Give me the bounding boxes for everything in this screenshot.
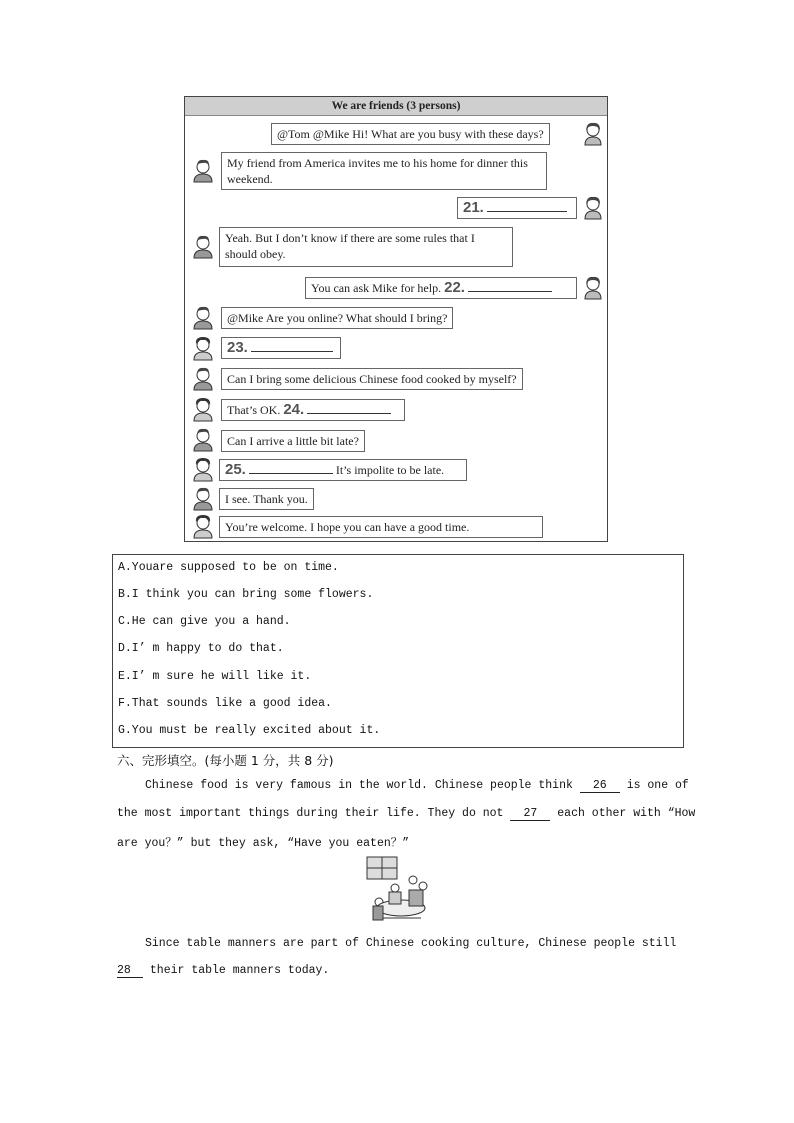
- message-text: It’s impolite to be late.: [335, 463, 445, 477]
- chat-title: We are friends (3 persons): [185, 97, 607, 116]
- paragraph-line: [145, 779, 689, 793]
- curly-boy-avatar-icon: [191, 456, 215, 482]
- option-c: C.He can give you a hand.: [118, 615, 291, 628]
- boy-avatar-icon: [191, 157, 215, 183]
- text-span: Chinese food is very famous in the world. Chinese people think: [145, 779, 573, 792]
- curly-boy-avatar-icon: [191, 513, 215, 539]
- chat-message: [219, 459, 467, 481]
- blank-number: 23.: [227, 339, 248, 356]
- blank-28[interactable]: 28: [117, 964, 143, 978]
- message-text: @Tom @Mike Hi! What are you busy with these days?: [277, 127, 544, 141]
- option-f: F.That sounds like a good idea.: [118, 697, 332, 710]
- paragraph-line: are you？” but they ask, “Have you eaten？”: [117, 837, 410, 850]
- message-text: I see. Thank you.: [225, 492, 308, 506]
- answer-options-box: [112, 554, 684, 748]
- chat-message: [457, 197, 577, 219]
- blank-number: 24.: [283, 401, 305, 418]
- chat-message: [219, 516, 543, 538]
- chat-message: [219, 227, 513, 267]
- message-text: You can ask Mike for help.: [311, 281, 442, 295]
- message-text: Yeah. But I don’t know if there are some rules that I should obey.: [225, 231, 475, 261]
- chat-message: [221, 337, 341, 359]
- boy-avatar-icon: [191, 365, 215, 391]
- blank-number: 21.: [463, 199, 484, 216]
- message-text: That’s OK.: [227, 403, 281, 417]
- curly-boy-avatar-icon: [191, 396, 215, 422]
- boy-avatar-icon: [191, 304, 215, 330]
- blank-number: 25.: [225, 461, 246, 478]
- boy-avatar-icon: [191, 426, 215, 452]
- option-a: A.Youare supposed to be on time.: [118, 561, 339, 574]
- message-text: You’re welcome. I hope you can have a good time.: [225, 520, 470, 534]
- section-title: 六、完形填空。(每小题 1 分，共 8 分): [117, 753, 334, 768]
- paragraph-line: Since table manners are part of Chinese cooking culture, Chinese people still: [145, 937, 677, 950]
- message-text: Can I bring some delicious Chinese food cooked by myself?: [227, 372, 517, 386]
- girl-avatar-icon: [581, 121, 605, 147]
- message-text: @Mike Are you online? What should I bring?: [227, 311, 448, 325]
- text-span: each other with “How: [557, 807, 696, 820]
- boy-avatar-icon: [191, 233, 215, 259]
- girl-avatar-icon: [581, 275, 605, 301]
- paragraph-line: [117, 807, 695, 821]
- option-d: D.I’ m happy to do that.: [118, 642, 284, 655]
- answer-blank-21[interactable]: [487, 199, 567, 212]
- chat-message: [221, 368, 523, 390]
- chat-message: [305, 277, 577, 299]
- chat-message: [221, 399, 405, 421]
- curly-boy-avatar-icon: [191, 335, 215, 361]
- answer-blank-23[interactable]: [251, 339, 333, 352]
- blank-number: 22.: [444, 279, 465, 296]
- message-text: Can I arrive a little bit late?: [227, 434, 359, 448]
- boy-avatar-icon: [191, 485, 215, 511]
- message-text: My friend from America invites me to his home for dinner this weekend.: [227, 156, 528, 186]
- chat-message: [271, 123, 550, 145]
- text-span: their table manners today.: [149, 964, 330, 977]
- answer-blank-22[interactable]: [468, 279, 552, 292]
- option-b: B.I think you can bring some flowers.: [118, 588, 374, 601]
- chat-message: [221, 430, 365, 452]
- chat-message: [221, 307, 453, 329]
- girl-avatar-icon: [581, 195, 605, 221]
- family-dinner-illustration: [365, 856, 431, 926]
- text-span: the most important things during their life. They do not: [117, 807, 504, 820]
- blank-27[interactable]: 27: [510, 807, 550, 821]
- answer-blank-24[interactable]: [307, 401, 391, 414]
- option-e: E.I’ m sure he will like it.: [118, 670, 312, 683]
- text-span: is one of: [626, 779, 689, 792]
- option-g: G.You must be really excited about it.: [118, 724, 381, 737]
- paragraph-line: [117, 964, 329, 978]
- chat-message: [221, 152, 547, 190]
- answer-blank-25[interactable]: [249, 461, 333, 474]
- chat-window: [184, 96, 608, 542]
- blank-26[interactable]: 26: [580, 779, 620, 793]
- chat-message: [219, 488, 314, 510]
